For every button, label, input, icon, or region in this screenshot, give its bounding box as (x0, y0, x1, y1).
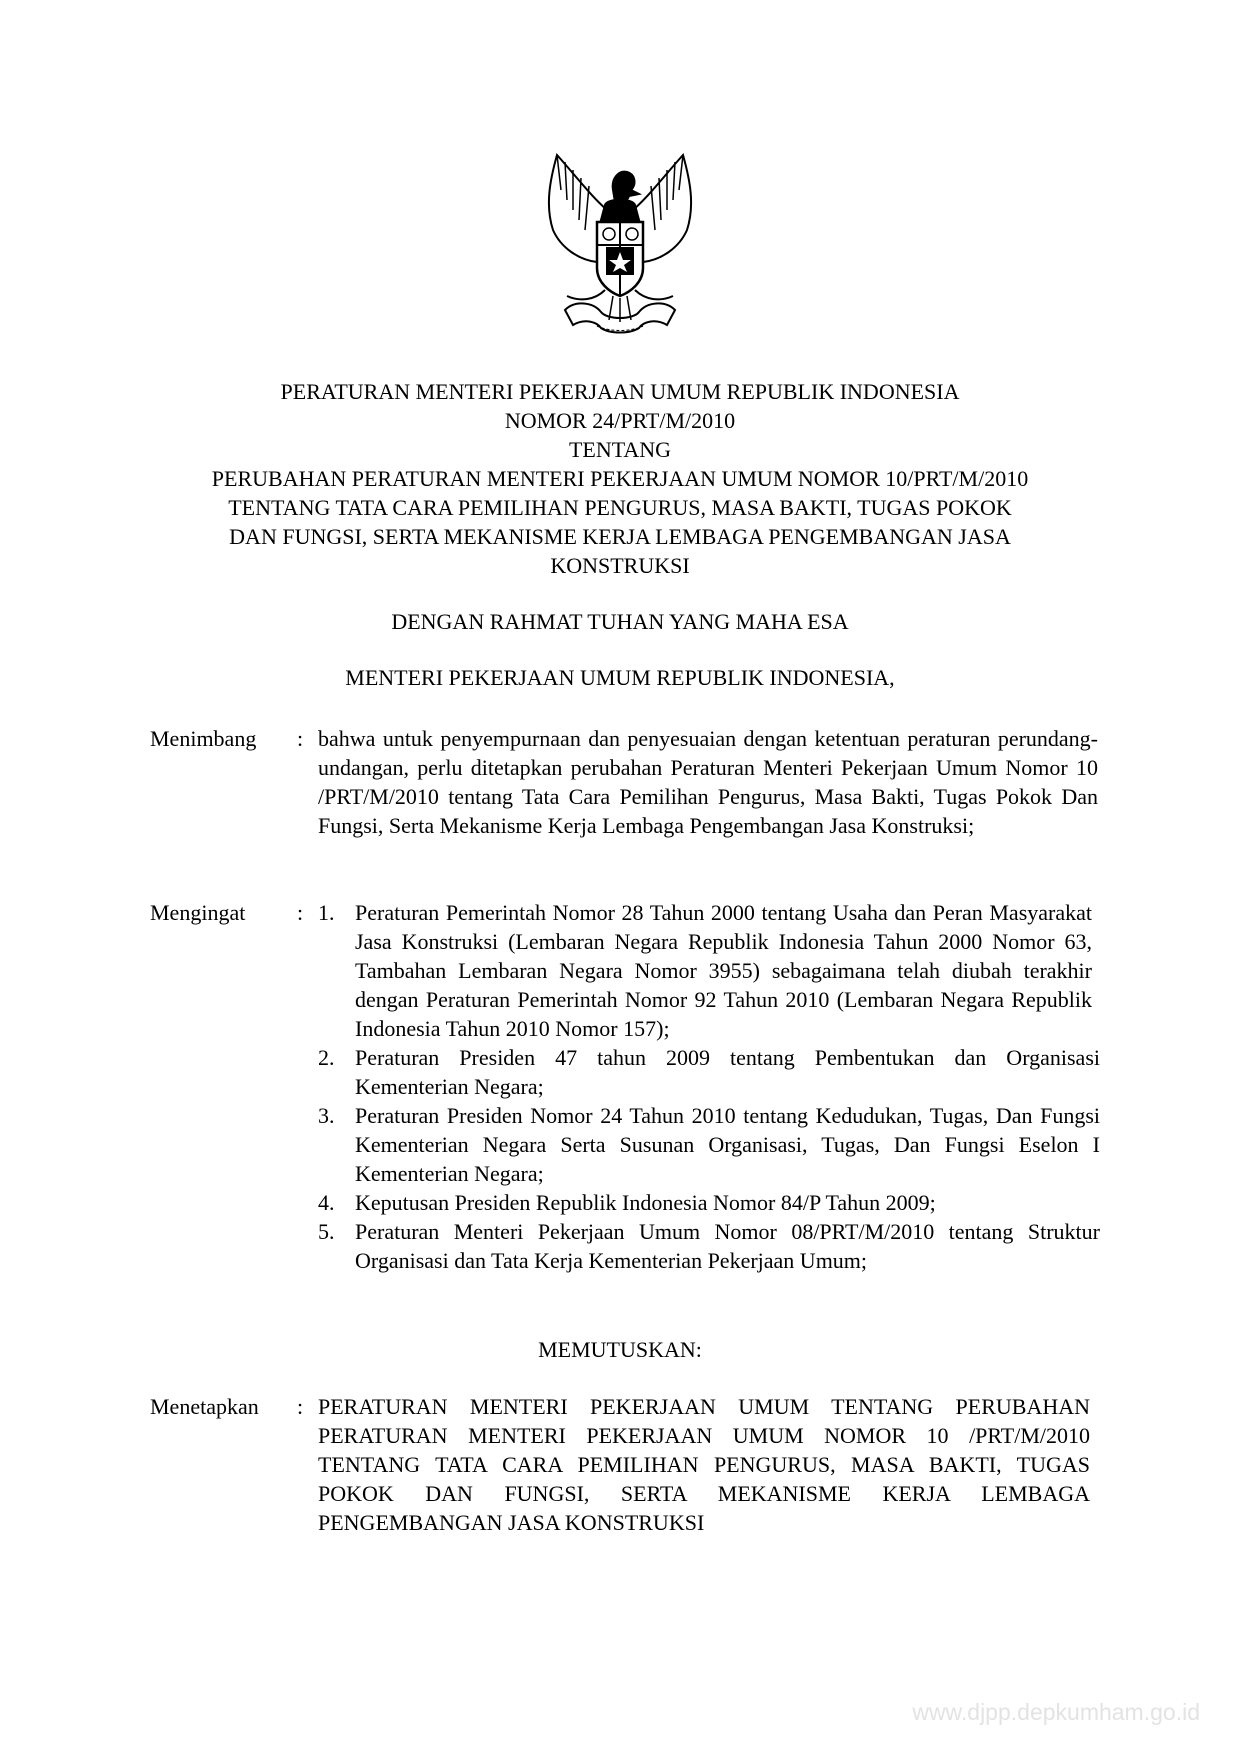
list-item-text: Peraturan Presiden Nomor 24 Tahun 2010 tentang Kedudukan, Tugas, Dan Fungsi Kementerian Negara Serta Susunan Organisasi, Tugas, Dan Fungsi Eselon I Kementerian Negara; (355, 1103, 1100, 1186)
list-item-text: Keputusan Presiden Republik Indonesia Nomor 84/P Tahun 2009; (355, 1190, 936, 1215)
menetapkan-text (318, 1392, 1090, 1537)
list-item (318, 1043, 1100, 1101)
list-item-text: Peraturan Menteri Pekerjaan Umum Nomor 08/PRT/M/2010 tentang Struktur Organisasi dan Tata Kerja Kementerian Pekerjaan Umum; (355, 1219, 1100, 1273)
menimbang-label: Menimbang (150, 726, 257, 751)
menimbang-paragraph: bahwa untuk penyempurnaan dan penyesuaian dengan ketentuan peraturan perundang-undangan, perlu ditetapkan perubahan Peraturan Menteri Pekerjaan Umum Nomor 10 /PRT/M/2010 tentang Tata Cara Pemilihan Pengurus, Masa Bakti, Tugas Pokok Dan Fungsi, Serta Mekanisme Kerja Lembaga Pengembangan Jasa Konstruksi; (318, 726, 1098, 838)
decision-heading: MEMUTUSKAN: (538, 1337, 702, 1362)
title-line-6: DAN FUNGSI, SERTA MEKANISME KERJA LEMBAGA PENGEMBANGAN JASA (229, 524, 1011, 549)
list-item (318, 1188, 1100, 1217)
title-line-7: KONSTRUKSI (550, 553, 690, 578)
list-item-number: 2. (318, 1045, 335, 1070)
menetapkan-colon: : (297, 1394, 304, 1419)
menetapkan-paragraph: PERATURAN MENTERI PEKERJAAN UMUM TENTANG PERUBAHAN PERATURAN MENTERI PEKERJAAN UMUM NOMOR 10 /PRT/M/2010 TENTANG TATA CARA PEMILIHAN PENGURUS, MASA BAKTI, TUGAS POKOK DAN FUNGSI, SERTA MEKANISME KERJA LEMBAGA PENGEMBANGAN JASA KONSTRUKSI (318, 1394, 1090, 1535)
list-item-number: 5. (318, 1219, 335, 1244)
title-line-5: TENTANG TATA CARA PEMILIHAN PENGURUS, MASA BAKTI, TUGAS POKOK (228, 495, 1012, 520)
list-item (318, 898, 1100, 1043)
menimbang-text (318, 724, 1098, 840)
list-item-number: 3. (318, 1103, 335, 1128)
title-line-3: TENTANG (568, 437, 672, 462)
garuda-pancasila-emblem (535, 150, 705, 345)
regulation-title (140, 377, 1100, 580)
list-item-text: Peraturan Pemerintah Nomor 28 Tahun 2000 tentang Usaha dan Peran Masyarakat Jasa Konstruksi (Lembaran Negara Republik Indonesia Tahun 2000 Nomor 63, Tambahan Lembaran Negara Nomor 3955) sebagaimana telah diubah terakhir dengan Peraturan Pemerintah Nomor 92 Tahun 2010 (Lembaran Negara Republik Indonesia Tahun 2010 Nomor 157); (355, 900, 1092, 1041)
list-item (318, 1217, 1100, 1275)
title-line-2: NOMOR 24/PRT/M/2010 (504, 408, 736, 433)
list-item (318, 1101, 1100, 1188)
title-line-4: PERUBAHAN PERATURAN MENTERI PEKERJAAN UMUM NOMOR 10/PRT/M/2010 (211, 466, 1029, 491)
list-item-text: Peraturan Presiden 47 tahun 2009 tentang Pembentukan dan Organisasi Kementerian Negara; (355, 1045, 1100, 1099)
authority: MENTERI PEKERJAAN UMUM REPUBLIK INDONESIA, (345, 665, 895, 690)
list-item-number: 1. (318, 900, 335, 925)
title-line-1: PERATURAN MENTERI PEKERJAAN UMUM REPUBLIK INDONESIA (280, 379, 960, 404)
watermark: www.djpp.depkumham.go.id (912, 1699, 1200, 1725)
mengingat-list (318, 898, 1100, 1275)
invocation: DENGAN RAHMAT TUHAN YANG MAHA ESA (391, 609, 849, 634)
mengingat-label: Mengingat (150, 900, 246, 925)
list-item-number: 4. (318, 1190, 335, 1215)
menetapkan-label: Menetapkan (150, 1394, 259, 1419)
menimbang-colon: : (297, 726, 304, 751)
mengingat-colon: : (297, 900, 304, 925)
